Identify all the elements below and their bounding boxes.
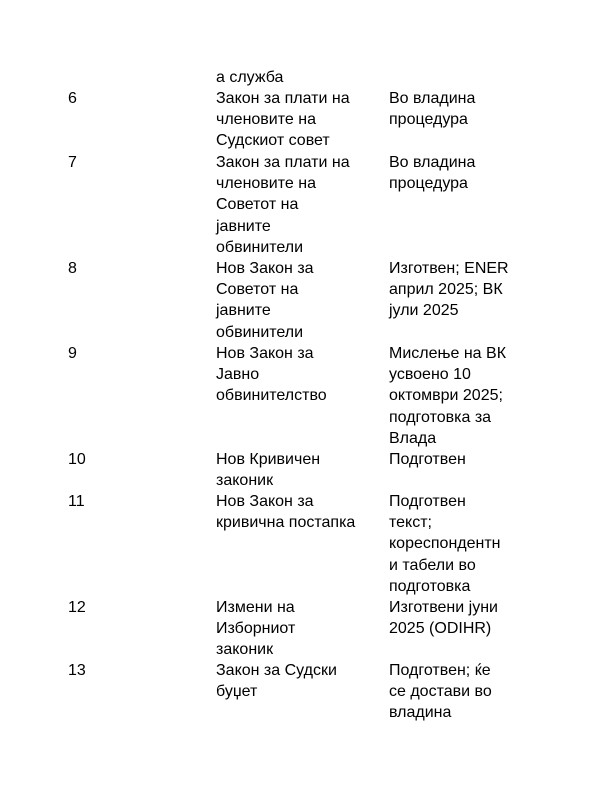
law-status: Во владина процедура — [389, 154, 476, 193]
law-title: Нов Закон за Јавно обвинителство — [216, 345, 327, 405]
law-title: Закон за плати на членовите на Советот на јавните обвинители — [216, 154, 350, 256]
law-title: Нов Закон за кривична постапка — [216, 493, 356, 532]
law-title: Закон за Судски буџет — [216, 662, 337, 701]
row-number: 13 — [68, 662, 86, 679]
row-number: 9 — [68, 345, 77, 362]
law-title: Закон за плати на членовите на Судскиот совет — [216, 90, 350, 150]
law-status: Во владина процедура — [389, 90, 476, 129]
row-number: 11 — [68, 493, 85, 510]
law-status: Мислење на ВК усвоено 10 октомври 2025; подготовка за Влада — [389, 345, 507, 447]
law-status: Изготвен; ENER април 2025; ВК јули 2025 — [389, 260, 509, 320]
law-title: Нов Закон за Советот на јавните обвинители — [216, 260, 314, 341]
row-number: 6 — [68, 90, 77, 107]
law-status: Подготвен; ќе се достави во владина — [389, 662, 492, 722]
law-status: Изготвени јуни 2025 (ODIHR) — [389, 599, 498, 638]
row-number: 7 — [68, 154, 77, 171]
law-status: Подготвен текст; кореспондентн и табели во подготовка — [389, 493, 501, 595]
row-number: 12 — [68, 599, 86, 616]
law-status: Подготвен — [389, 451, 466, 468]
law-title: а служба — [216, 69, 284, 86]
law-title: Нов Кривичен законик — [216, 451, 321, 490]
row-number: 8 — [68, 260, 77, 277]
row-number: 10 — [68, 451, 86, 468]
law-title: Измени на Изборниот законик — [216, 599, 296, 659]
